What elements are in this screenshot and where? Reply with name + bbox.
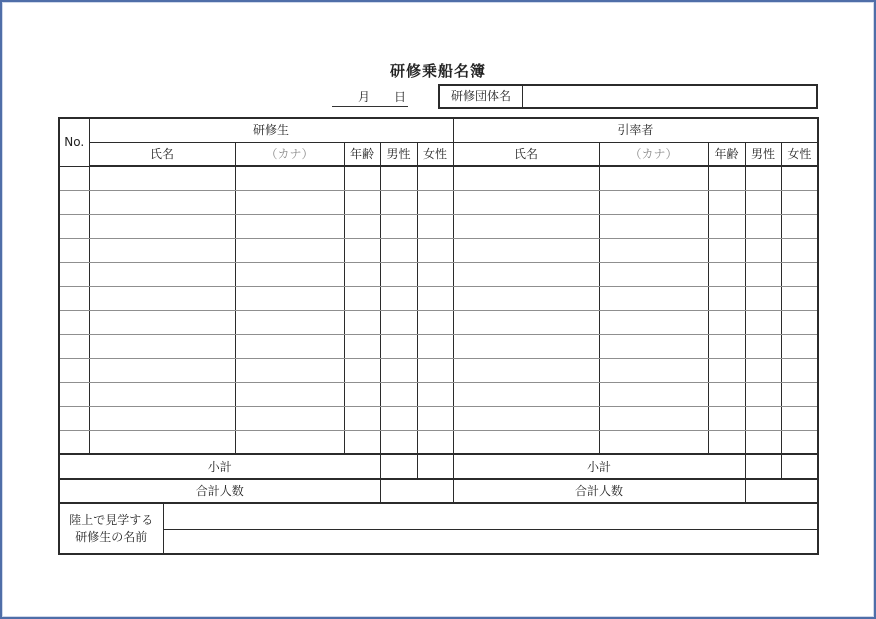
roster-row [59, 430, 818, 454]
trainee-name-cell [89, 262, 235, 286]
leader-name-cell [453, 214, 599, 238]
leader-kana-cell [599, 430, 708, 454]
row-number-cell [59, 334, 89, 358]
trainee-kana-cell [235, 430, 344, 454]
leader-male-cell [745, 358, 781, 382]
subtotal-row [59, 454, 818, 479]
trainee-kana-cell [235, 238, 344, 262]
leader-name-cell [453, 286, 599, 310]
onshore-section [59, 503, 818, 554]
leader-age-header: 年齢 [708, 142, 745, 166]
leader-female-cell [781, 382, 818, 406]
leader-age-cell [708, 286, 745, 310]
leader-name-cell [453, 406, 599, 430]
trainee-female-cell [417, 406, 453, 430]
leader-kana-cell [599, 190, 708, 214]
trainee-female-subtotal-cell [417, 454, 453, 479]
leader-kana-cell [599, 166, 708, 190]
leader-male-cell [745, 382, 781, 406]
row-number-cell [59, 262, 89, 286]
header-row-groups [59, 118, 818, 142]
trainee-total-label: 合計人数 [59, 479, 380, 503]
trainee-male-subtotal-cell [380, 454, 417, 479]
leader-kana-cell [599, 310, 708, 334]
trainee-male-cell [380, 430, 417, 454]
trainee-kana-cell [235, 190, 344, 214]
trainee-female-cell [417, 310, 453, 334]
trainee-total-cell [380, 479, 453, 503]
leader-name-cell [453, 166, 599, 190]
trainee-age-cell [344, 166, 380, 190]
trainees-group-header: 研修生 [89, 118, 453, 142]
roster-row [59, 214, 818, 238]
leader-female-cell [781, 238, 818, 262]
trainee-age-cell [344, 190, 380, 214]
trainee-male-cell [380, 310, 417, 334]
onshore-label-line1: 陸上で見学する [69, 512, 154, 527]
trainee-kana-cell [235, 166, 344, 190]
leader-subtotal-label: 小計 [453, 454, 745, 479]
leader-age-cell [708, 262, 745, 286]
leader-name-cell [453, 238, 599, 262]
leader-age-cell [708, 166, 745, 190]
trainee-kana-cell [235, 286, 344, 310]
date-field [332, 89, 408, 107]
trainee-age-cell [344, 310, 380, 334]
trainee-male-cell [380, 382, 417, 406]
trainee-name-cell [89, 382, 235, 406]
leader-female-cell [781, 166, 818, 190]
trainee-kana-cell [235, 406, 344, 430]
onshore-table [60, 504, 817, 553]
leader-name-cell [453, 358, 599, 382]
trainee-name-cell [89, 238, 235, 262]
onshore-label-line2: 研修生の名前 [75, 529, 148, 544]
trainee-female-cell [417, 286, 453, 310]
trainee-name-cell [89, 358, 235, 382]
trainee-female-cell [417, 166, 453, 190]
trainee-age-header: 年齢 [344, 142, 380, 166]
trainee-subtotal-label: 小計 [59, 454, 380, 479]
trainee-female-cell [417, 262, 453, 286]
leader-male-cell [745, 238, 781, 262]
leader-male-cell [745, 166, 781, 190]
row-number-cell [59, 430, 89, 454]
leader-name-cell [453, 190, 599, 214]
trainee-kana-cell [235, 358, 344, 382]
leader-age-cell [708, 430, 745, 454]
trainee-kana-cell [235, 262, 344, 286]
row-number-cell [59, 310, 89, 334]
trainee-name-cell [89, 310, 235, 334]
row-number-cell [59, 286, 89, 310]
onshore-name-line [163, 529, 817, 553]
leader-female-cell [781, 430, 818, 454]
leader-female-cell [781, 262, 818, 286]
leader-male-cell [745, 334, 781, 358]
leader-name-cell [453, 310, 599, 334]
leaders-group-header: 引率者 [453, 118, 818, 142]
trainee-name-cell [89, 166, 235, 190]
trainee-female-cell [417, 430, 453, 454]
organization-box [438, 84, 818, 109]
leader-total-cell [745, 479, 818, 503]
trainee-male-cell [380, 166, 417, 190]
leader-total-label: 合計人数 [453, 479, 745, 503]
leader-kana-cell [599, 262, 708, 286]
trainee-age-cell [344, 382, 380, 406]
trainee-kana-cell [235, 382, 344, 406]
row-number-cell [59, 166, 89, 190]
trainee-name-cell [89, 286, 235, 310]
row-number-cell [59, 190, 89, 214]
roster-row [59, 358, 818, 382]
trainee-female-cell [417, 358, 453, 382]
trainee-name-cell [89, 334, 235, 358]
leader-female-cell [781, 358, 818, 382]
trainee-name-cell [89, 214, 235, 238]
leader-kana-cell [599, 238, 708, 262]
trainee-male-cell [380, 358, 417, 382]
leader-age-cell [708, 382, 745, 406]
trainee-female-cell [417, 190, 453, 214]
trainee-female-cell [417, 214, 453, 238]
leader-female-subtotal-cell [781, 454, 818, 479]
leader-female-cell [781, 406, 818, 430]
roster-row [59, 406, 818, 430]
leader-female-cell [781, 214, 818, 238]
trainee-age-cell [344, 334, 380, 358]
leader-female-cell [781, 286, 818, 310]
month-label: 月 [358, 90, 371, 104]
day-label: 日 [394, 90, 407, 104]
row-number-cell [59, 238, 89, 262]
trainee-name-cell [89, 190, 235, 214]
leader-age-cell [708, 238, 745, 262]
onshore-label [60, 504, 163, 553]
roster-row [59, 262, 818, 286]
leader-name-cell [453, 430, 599, 454]
trainee-age-cell [344, 430, 380, 454]
trainee-male-cell [380, 190, 417, 214]
leader-age-cell [708, 190, 745, 214]
trainee-age-cell [344, 262, 380, 286]
roster-row [59, 190, 818, 214]
roster-row [59, 334, 818, 358]
roster-row [59, 286, 818, 310]
trainee-name-header: 氏名 [89, 142, 235, 166]
leader-kana-cell [599, 214, 708, 238]
trainee-male-cell [380, 238, 417, 262]
trainee-male-cell [380, 262, 417, 286]
leader-name-cell [453, 262, 599, 286]
leader-age-cell [708, 214, 745, 238]
leader-male-cell [745, 214, 781, 238]
no-header: No. [59, 118, 89, 166]
trainee-male-cell [380, 286, 417, 310]
trainee-kana-cell [235, 334, 344, 358]
leader-age-cell [708, 334, 745, 358]
roster-row [59, 166, 818, 190]
roster-row [59, 382, 818, 406]
page-title: 研修乗船名簿 [389, 62, 486, 80]
trainee-age-cell [344, 286, 380, 310]
organization-value [523, 86, 816, 107]
trainee-female-cell [417, 334, 453, 358]
onshore-row [59, 503, 818, 554]
leader-female-header: 女性 [781, 142, 818, 166]
leader-male-cell [745, 310, 781, 334]
trainee-name-cell [89, 406, 235, 430]
leader-female-cell [781, 310, 818, 334]
leader-kana-header: （カナ） [599, 142, 708, 166]
onshore-name-line [163, 504, 817, 529]
leader-name-cell [453, 334, 599, 358]
organization-label: 研修団体名 [440, 86, 523, 107]
trainee-kana-header: （カナ） [235, 142, 344, 166]
roster-row [59, 238, 818, 262]
row-number-cell [59, 358, 89, 382]
trainee-female-header: 女性 [417, 142, 453, 166]
row-number-cell [59, 214, 89, 238]
trainee-age-cell [344, 238, 380, 262]
leader-male-header: 男性 [745, 142, 781, 166]
trainee-male-cell [380, 334, 417, 358]
leader-age-cell [708, 310, 745, 334]
leader-male-cell [745, 406, 781, 430]
leader-male-cell [745, 286, 781, 310]
total-row [59, 479, 818, 503]
onshore-line-row [60, 504, 817, 529]
leader-female-cell [781, 334, 818, 358]
trainee-female-cell [417, 238, 453, 262]
trainee-female-cell [417, 382, 453, 406]
onshore-line-row [60, 529, 817, 553]
leader-male-cell [745, 430, 781, 454]
leader-male-cell [745, 190, 781, 214]
leader-male-subtotal-cell [745, 454, 781, 479]
leader-age-cell [708, 406, 745, 430]
trainee-age-cell [344, 358, 380, 382]
row-number-cell [59, 406, 89, 430]
leader-kana-cell [599, 382, 708, 406]
leader-name-header: 氏名 [453, 142, 599, 166]
leader-age-cell [708, 358, 745, 382]
leader-kana-cell [599, 286, 708, 310]
leader-female-cell [781, 190, 818, 214]
trainee-age-cell [344, 406, 380, 430]
trainee-name-cell [89, 430, 235, 454]
row-number-cell [59, 382, 89, 406]
trainee-male-cell [380, 406, 417, 430]
trainee-kana-cell [235, 214, 344, 238]
roster-row [59, 310, 818, 334]
trainee-kana-cell [235, 310, 344, 334]
leader-kana-cell [599, 406, 708, 430]
leader-kana-cell [599, 358, 708, 382]
trainee-age-cell [344, 214, 380, 238]
leader-name-cell [453, 382, 599, 406]
roster-table [58, 117, 819, 555]
header-row-columns [59, 142, 818, 166]
leader-male-cell [745, 262, 781, 286]
trainee-male-header: 男性 [380, 142, 417, 166]
trainee-male-cell [380, 214, 417, 238]
leader-kana-cell [599, 334, 708, 358]
